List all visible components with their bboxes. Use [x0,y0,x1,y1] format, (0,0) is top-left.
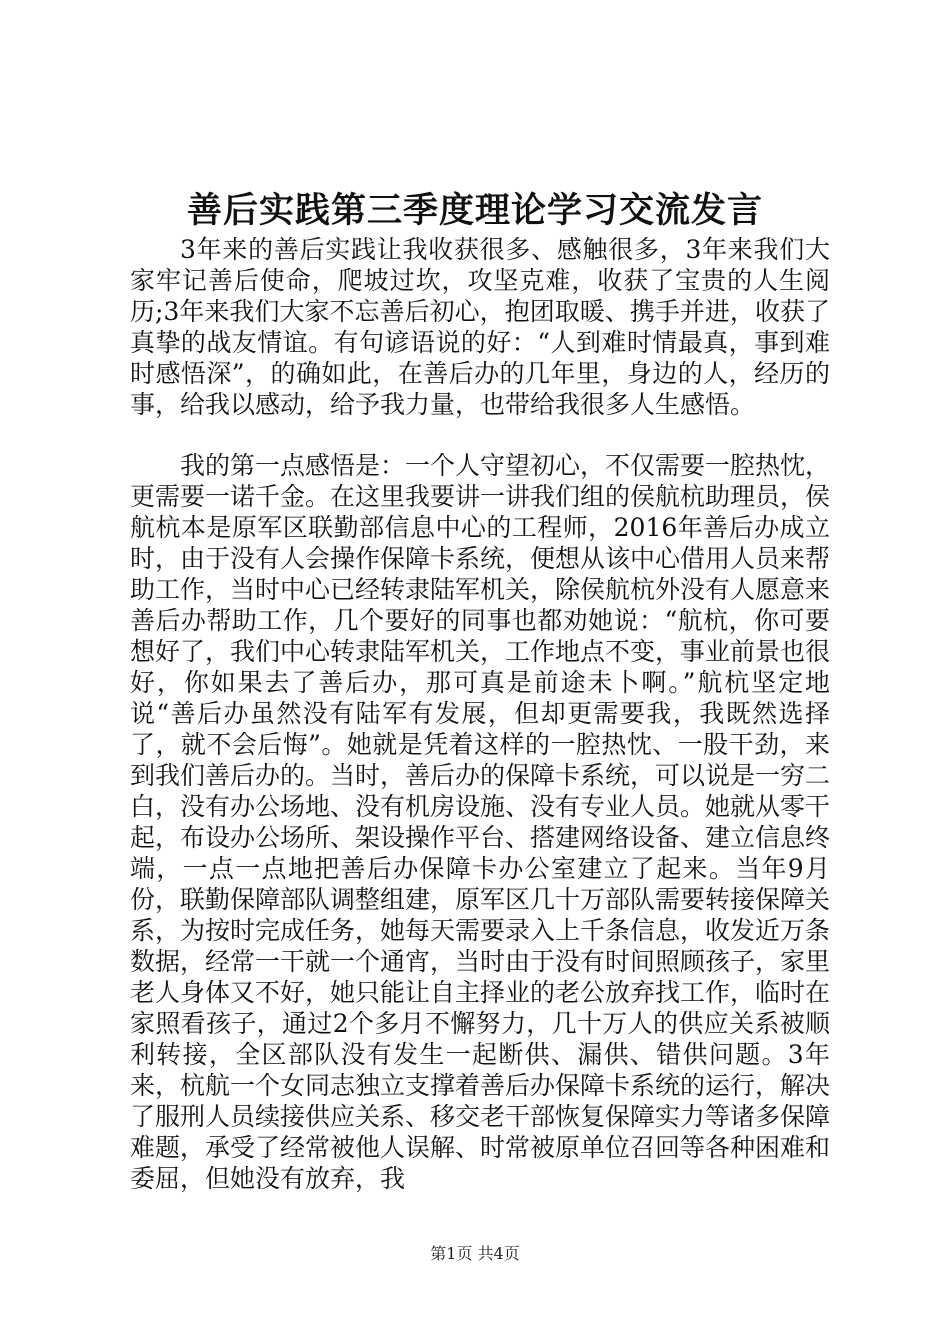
paragraph-first-insight: 我的第一点感悟是：一个人守望初心，不仅需要一腔热忱，更需要一诺千金。在这里我要讲一讲我们组的侯航杭助理员，侯航杭本是原军区联勤部信息中心的工程师，2016年善后办成立时，由于没有人会操作保障卡系统，便想从该中心借用人员来帮助工作，当时中心已经转隶陆军机关，除侯航杭外没有人愿意来善后办帮助工作，几个要好的同事也都劝她说：“航杭，你可要想好了，我们中心转隶陆军机关，工作地点不变，事业前景也很好，你如果去了善后办，那可真是前途未卜啊。”航杭坚定地说“善后办虽然没有陆军有发展，但却更需要我，我既然选择了，就不会后悔”。她就是凭着这样的一腔热忱、一股干劲，来到我们善后办的。当时，善后办的保障卡系统，可以说是一穷二白，没有办公场地、没有机房设施、没有专业人员。她就从零干起，布设办公场所、架设操作平台、搭建网络设备、建立信息终端，一点一点地把善后办保障卡办公室建立了起来。当年9月份，联勤保障部队调整组建，原军区几十万部队需要转接保障关系，为按时完成任务，她每天需要录入上千条信息，收发近万条数据，经常一干就一个通宵，当时由于没有时间照顾孩子，家里老人身体又不好，她只能让自主择业的老公放弃找工作，临时在家照看孩子，通过2个多月不懈努力，几十万人的供应关系被顺利转接，全区部队没有发生一起断供、漏供、错供问题。3年来，杭航一个女同志独立支撑着善后办保障卡系统的运行，解决了服刑人员续接供应关系、移交老干部恢复保障实力等诸多保障难题，承受了经常被他人误解、时常被原单位召回等各种困难和委屈，但她没有放弃，我 [130,451,831,1193]
page-number-footer: 第1页 共4页 [430,1244,520,1263]
paragraph-intro: 3年来的善后实践让我收获很多、感触很多，3年来我们大家牢记善后使命，爬坡过坎，攻坚克难，收获了宝贵的人生阅历;3年来我们大家不忘善后初心，抱团取暖、携手并进，收获了真挚的战友情谊。有句谚语说的好：“人到难时情最真，事到难时感悟深”，的确如此，在善后办的几年里，身边的人，经历的事，给我以感动，给予我力量，也带给我很多人生感悟。 [130,235,830,419]
document-title: 善后实践第三季度理论学习交流发言 [186,191,763,231]
document-body [130,234,830,1194]
paragraph-spacer [130,420,830,450]
